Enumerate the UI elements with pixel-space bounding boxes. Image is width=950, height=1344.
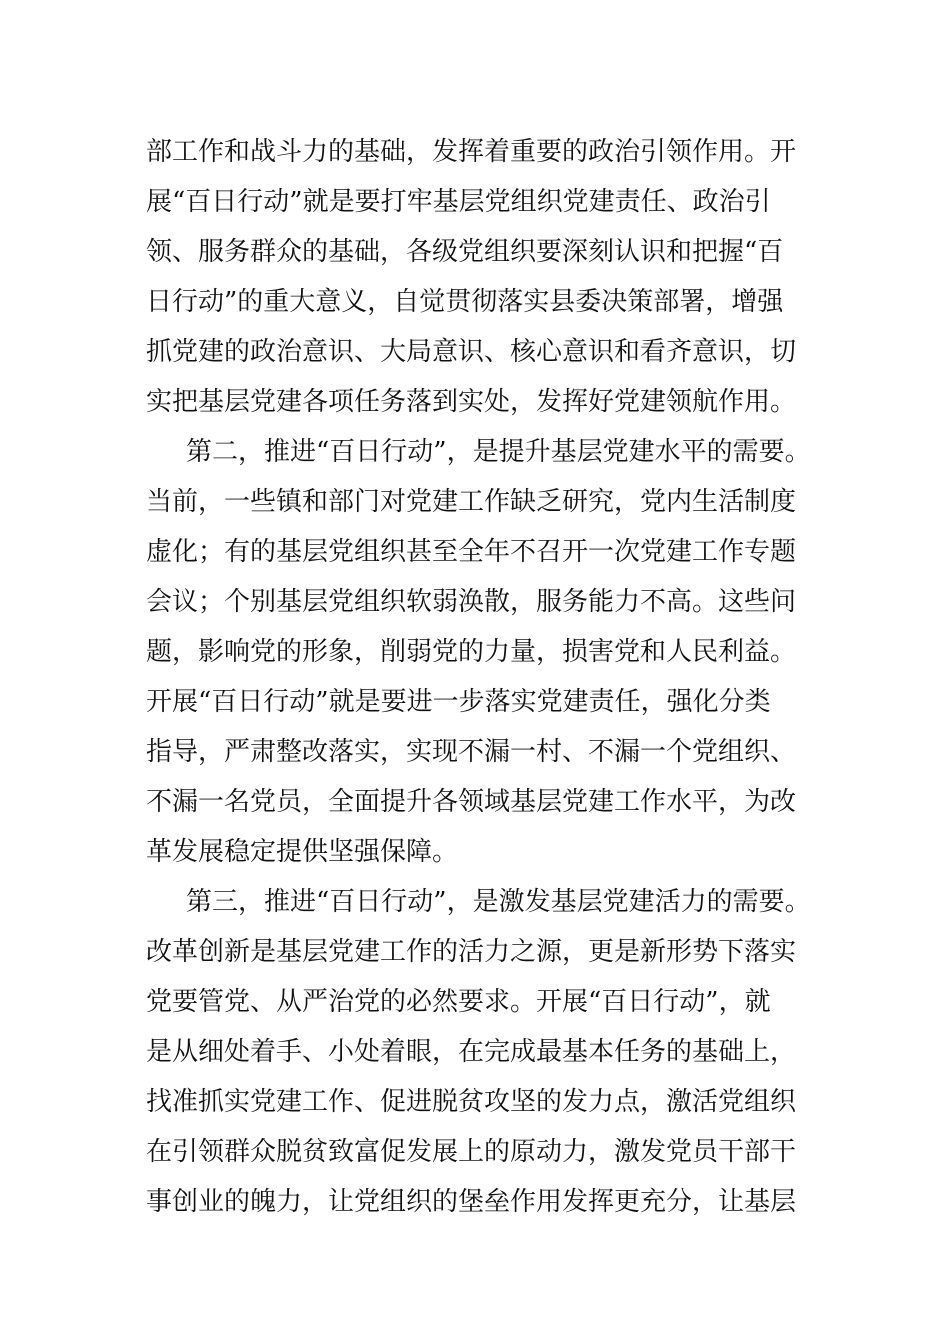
text-line: 改革创新是基层党建工作的活力之源，更是新形势下落实 xyxy=(146,937,797,967)
text-line: 领、服务群众的基础，各级党组织要深刻认识和把握“百 xyxy=(146,237,784,267)
text-line: 事创业的魄力，让党组织的堡垒作用发挥更充分，让基层 xyxy=(146,1187,797,1217)
text-line: 抓党建的政治意识、大局意识、核心意识和看齐意识，切 xyxy=(146,337,797,367)
text-line: 会议；个别基层党组织软弱涣散，服务能力不高。这些问 xyxy=(146,587,797,617)
text-line: 实把基层党建各项任务落到实处，发挥好党建领航作用。 xyxy=(146,387,797,417)
text-line: 题，影响党的形象，削弱党的力量，损害党和人民利益。 xyxy=(146,637,797,667)
document-body xyxy=(146,127,826,1227)
paragraph-start-line: 第三，推进“百日行动”，是激发基层党建活力的需要。 xyxy=(186,887,811,917)
text-line: 不漏一名党员，全面提升各领域基层党建工作水平，为改 xyxy=(146,787,797,817)
text-line: 是从细处着手、小处着眼，在完成最基本任务的基础上， xyxy=(146,1037,797,1067)
text-line: 在引领群众脱贫致富促发展上的原动力，激发党员干部干 xyxy=(146,1137,797,1167)
text-line: 展“百日行动”就是要打牢基层党组织党建责任、政治引 xyxy=(146,187,771,217)
text-line: 开展“百日行动”就是要进一步落实党建责任，强化分类 xyxy=(146,687,771,717)
text-line: 当前，一些镇和部门对党建工作缺乏研究，党内生活制度 xyxy=(146,487,797,517)
text-line: 指导，严肃整改落实，实现不漏一村、不漏一个党组织、 xyxy=(146,737,797,767)
text-line: 部工作和战斗力的基础，发挥着重要的政治引领作用。开 xyxy=(146,137,797,167)
text-line: 党要管党、从严治党的必然要求。开展“百日行动”，就 xyxy=(146,987,771,1017)
text-line: 找准抓实党建工作、促进脱贫攻坚的发力点，激活党组织 xyxy=(146,1087,797,1117)
paragraph-start-line: 第二，推进“百日行动”，是提升基层党建水平的需要。 xyxy=(186,437,811,467)
text-line: 革发展稳定提供坚强保障。 xyxy=(146,837,459,867)
text-line: 虚化；有的基层党组织甚至全年不召开一次党建工作专题 xyxy=(146,537,797,567)
text-line: 日行动”的重大意义，自觉贯彻落实县委决策部署，增强 xyxy=(146,287,784,317)
